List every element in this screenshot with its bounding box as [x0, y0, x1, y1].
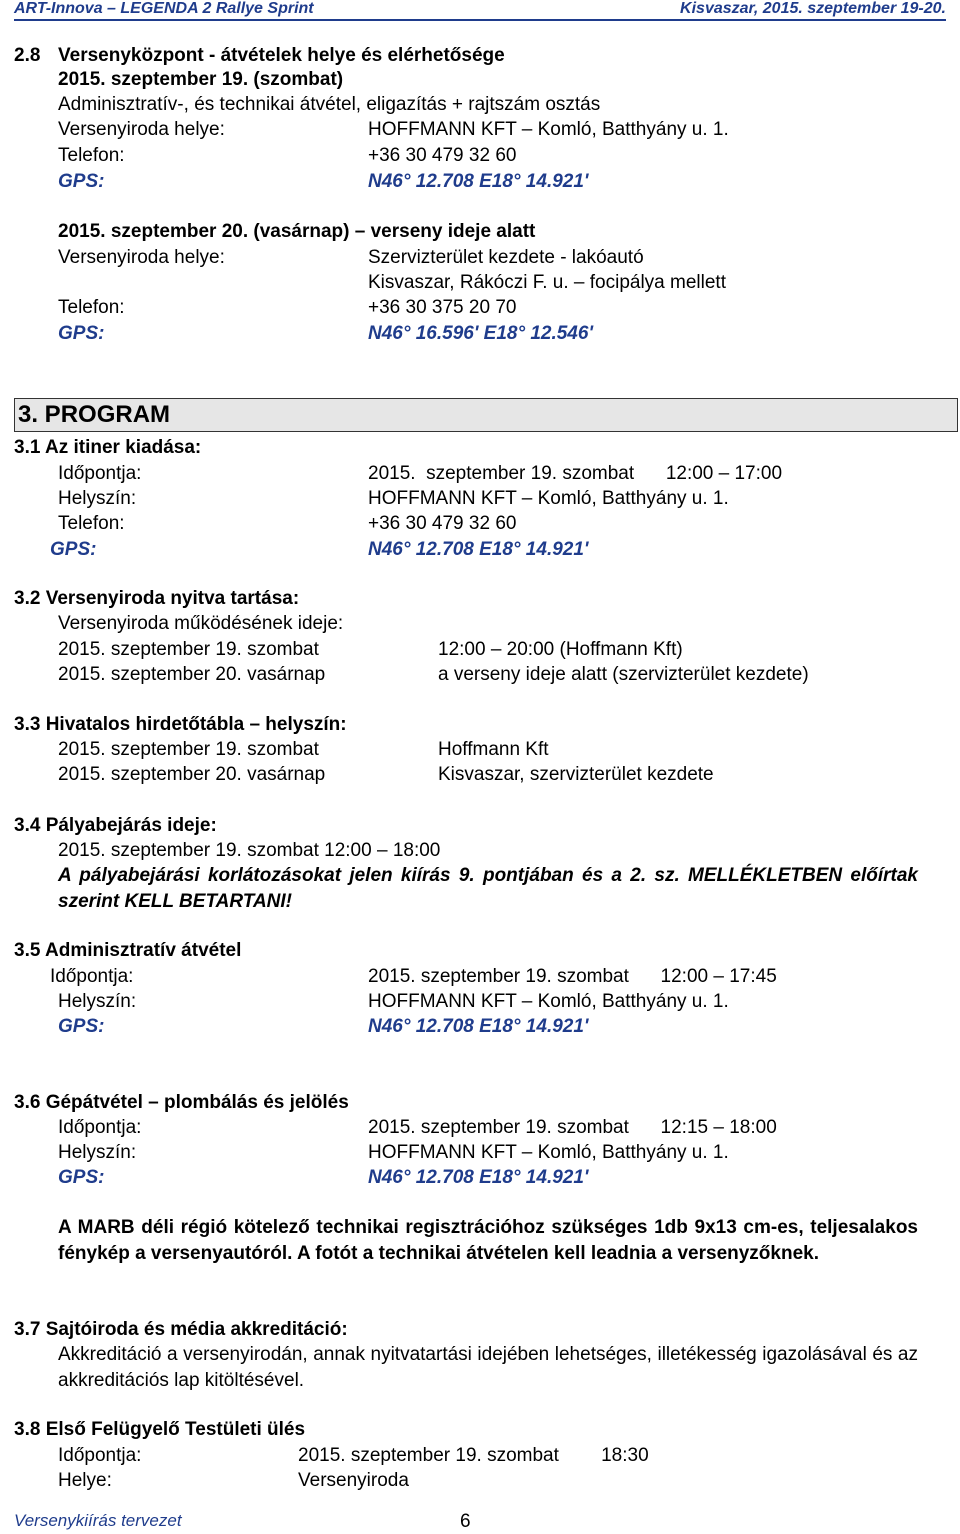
stewards-place-value: Versenyiroda: [298, 1470, 409, 1491]
section-3-1-heading: 3.1 Az itiner kiadása:: [14, 437, 202, 458]
section-2-8-date2: 2015. szeptember 20. (vasárnap) – verseny ideje alatt: [58, 221, 536, 242]
gps-label-1: GPS:: [58, 171, 105, 192]
section-2-8-desc1: Adminisztratív-, és technikai átvétel, eligazítás + rajtszám osztás: [58, 94, 601, 115]
press-accreditation-text: Akkreditáció a versenyirodán, annak nyitvatartási idejében lehetséges, illetékesség igazolásával és az akkreditációs lap kitöltésével.: [58, 1344, 918, 1391]
gps-label-2: GPS:: [58, 323, 105, 344]
noticeboard-date-1: 2015. szeptember 19. szombat: [58, 739, 319, 760]
section-3-3-heading: 3.3 Hivatalos hirdetőtábla – helyszín:: [14, 714, 347, 735]
section-3-4-heading: 3.4 Pályabejárás ideje:: [14, 815, 217, 836]
section-3-7-heading: 3.7 Sajtóiroda és média akkreditáció:: [14, 1319, 348, 1340]
noticeboard-value-2: Kisvaszar, szervizterület kezdete: [438, 764, 714, 785]
stewards-time-label: Időpontja:: [58, 1445, 142, 1466]
admin-time-label: Időpontja:: [50, 966, 134, 987]
office-value-2b: Kisvaszar, Rákóczi F. u. – focipálya mellett: [368, 272, 726, 293]
noticeboard-date-2: 2015. szeptember 20. vasárnap: [58, 764, 326, 785]
office-hours-value-2: a verseny ideje alatt (szervizterület kezdete): [438, 664, 809, 685]
office-hours-date-2: 2015. szeptember 20. vasárnap: [58, 664, 326, 685]
section-2-8-number: 2.8: [14, 45, 41, 66]
phone-value-2: +36 30 375 20 70: [368, 297, 517, 318]
gps-value-1: N46° 12.708 E18° 14.921': [368, 171, 589, 192]
office-hours-subheading: Versenyiroda működésének ideje:: [58, 613, 344, 634]
recon-time: 2015. szeptember 19. szombat 12:00 – 18:00: [58, 840, 441, 861]
section-3-5-heading: 3.5 Adminisztratív átvétel: [14, 940, 242, 961]
office-label-2: Versenyiroda helye:: [58, 247, 225, 268]
header-divider: [14, 19, 946, 21]
office-value-1: HOFFMANN KFT – Komló, Batthyány u. 1.: [368, 119, 729, 140]
scrutineering-gps-value: N46° 12.708 E18° 14.921': [368, 1167, 589, 1188]
section-2-8-title: Versenyközpont - átvételek helye és elérhetősége: [58, 45, 505, 66]
program-section-title: 3. PROGRAM: [18, 401, 171, 428]
section-2-8-date1: 2015. szeptember 19. (szombat): [58, 69, 344, 90]
office-hours-value-1: 12:00 – 20:00 (Hoffmann Kft): [438, 639, 683, 660]
scrutineering-notice: A MARB déli régió kötelező technikai regisztrációhoz szükséges 1db 9x13 cm-es, teljesalakos fénykép a versenyautóról. A fotót a technikai átvételen kell leadnia a versenyzőknek.: [58, 1217, 918, 1264]
admin-place-label: Helyszín:: [58, 991, 137, 1012]
stewards-place-label: Helye:: [58, 1470, 112, 1491]
admin-time-value: 2015. szeptember 19. szombat 12:00 – 17:45: [368, 966, 777, 987]
itiner-time-value: 2015. szeptember 19. szombat 12:00 – 17:00: [368, 463, 783, 484]
section-3-6-heading: 3.6 Gépátvétel – plombálás és jelölés: [14, 1092, 349, 1113]
office-label-1: Versenyiroda helye:: [58, 119, 225, 140]
section-3-8-heading: 3.8 Első Felügyelő Testületi ülés: [14, 1419, 306, 1440]
itiner-place-value: HOFFMANN KFT – Komló, Batthyány u. 1.: [368, 488, 729, 509]
section-3-2-heading: 3.2 Versenyiroda nyitva tartása:: [14, 588, 300, 609]
admin-gps-value: N46° 12.708 E18° 14.921': [368, 1016, 589, 1037]
recon-notice: A pályabejárási korlátozásokat jelen kiírás 9. pontjában és a 2. sz. MELLÉKLETBEN előírtak szerint KELL BETARTANI!: [58, 865, 918, 912]
scrutineering-place-label: Helyszín:: [58, 1142, 137, 1163]
scrutineering-place-value: HOFFMANN KFT – Komló, Batthyány u. 1.: [368, 1142, 729, 1163]
itiner-phone-label: Telefon:: [58, 513, 125, 534]
itiner-gps-label: GPS:: [50, 539, 97, 560]
office-hours-date-1: 2015. szeptember 19. szombat: [58, 639, 319, 660]
scrutineering-gps-label: GPS:: [58, 1167, 105, 1188]
phone-label-1: Telefon:: [58, 145, 125, 166]
phone-value-1: +36 30 479 32 60: [368, 145, 517, 166]
page-number: 6: [460, 1511, 471, 1532]
header-left: ART-Innova – LEGENDA 2 Rallye Sprint: [14, 0, 314, 17]
header-right: Kisvaszar, 2015. szeptember 19-20.: [680, 0, 946, 17]
phone-label-2: Telefon:: [58, 297, 125, 318]
stewards-time-value: 2015. szeptember 19. szombat 18:30: [298, 1445, 649, 1466]
itiner-phone-value: +36 30 479 32 60: [368, 513, 517, 534]
itiner-gps-value: N46° 12.708 E18° 14.921': [368, 539, 589, 560]
office-value-2a: Szervizterület kezdete - lakóautó: [368, 247, 644, 268]
itiner-time-label: Időpontja:: [58, 463, 142, 484]
footer-doc-title: Versenykiírás tervezet: [14, 1511, 182, 1530]
admin-place-value: HOFFMANN KFT – Komló, Batthyány u. 1.: [368, 991, 729, 1012]
admin-gps-label: GPS:: [58, 1016, 105, 1037]
gps-value-2: N46° 16.596' E18° 12.546': [368, 323, 593, 344]
noticeboard-value-1: Hoffmann Kft: [438, 739, 549, 760]
scrutineering-time-value: 2015. szeptember 19. szombat 12:15 – 18:00: [368, 1117, 777, 1138]
scrutineering-time-label: Időpontja:: [58, 1117, 142, 1138]
itiner-place-label: Helyszín:: [58, 488, 137, 509]
